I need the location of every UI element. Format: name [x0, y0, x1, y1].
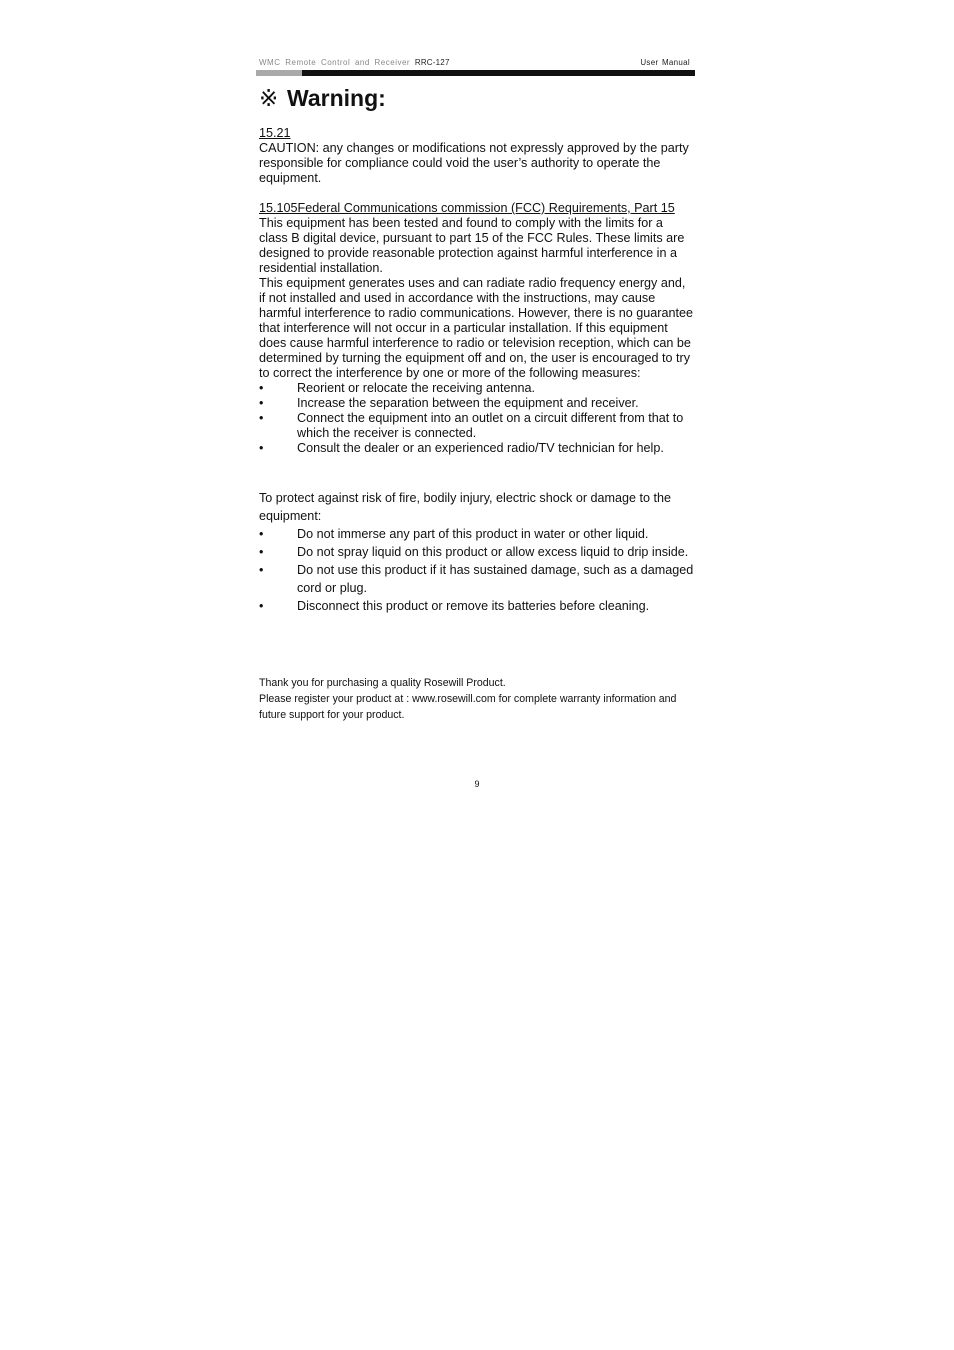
safety-intro: To protect against risk of fire, bodily injury, electric shock or damage to the equipment:: [259, 491, 672, 523]
list-item-text: Do not use this product if it has sustained damage, such as a damaged cord or plug.: [297, 563, 694, 595]
bullet-icon: •: [259, 381, 264, 395]
list-item-text: Do not immerse any part of this product in water or other liquid.: [297, 527, 649, 541]
header-rule-main: [302, 70, 695, 76]
list-item: [259, 543, 695, 561]
bullet-icon: •: [259, 527, 264, 541]
caution-paragraph: CAUTION: any changes or modifications not expressly approved by the party responsible for compliance could void the user’s authority to operate the equipment.: [259, 141, 689, 185]
list-item-text: Disconnect this product or remove its batteries before cleaning.: [297, 599, 650, 613]
safety-section: [259, 489, 695, 615]
bullet-icon: •: [259, 599, 264, 613]
bullet-icon: •: [259, 563, 264, 577]
list-item-text: Connect the equipment into an outlet on a circuit different from that to which the receiver is connected.: [297, 411, 684, 440]
bullet-icon: •: [259, 441, 264, 455]
fcc-paragraph-2: This equipment generates uses and can radiate radio frequency energy and, if not installed and used in accordance with the instructions, may cause harmful interference to radio communications. However, there is no guarantee that interference will not occur in a particular installation. If this equipment does cause harmful interference to radio or television reception, which can be determined by turning the equipment off and on, the user is encouraged to try to correct the interference by one or more of the following measures:: [259, 276, 694, 380]
list-item-text: Consult the dealer or an experienced radio/TV technician for help.: [297, 441, 664, 455]
list-item: [259, 441, 695, 456]
list-item-text: Do not spray liquid on this product or allow excess liquid to drip inside.: [297, 545, 689, 559]
header-product: [259, 58, 450, 67]
register-line: Please register your product at : www.rosewill.com for complete warranty information and future support for your product.: [259, 693, 677, 721]
header-rule: [256, 70, 695, 76]
reference-mark-icon: ※: [259, 85, 279, 111]
page-title: [259, 85, 386, 112]
list-item: [259, 525, 695, 543]
page-title-text: Warning:: [287, 85, 386, 111]
bullet-icon: •: [259, 396, 264, 410]
page-number: 9: [474, 779, 480, 789]
header-model: RRC-127: [414, 58, 450, 67]
list-item-text: Increase the separation between the equipment and receiver.: [297, 396, 639, 410]
list-item: [259, 411, 695, 441]
header-product-name: WMC Remote Control and Receiver: [259, 58, 411, 67]
header-rule-accent: [256, 70, 302, 76]
fcc-paragraph-1: This equipment has been tested and found to comply with the limits for a class B digital device, pursuant to part 15 of the FCC Rules. These limits are designed to provide reasonable protection against harmful interference in a residential installation.: [259, 216, 685, 275]
list-item: [259, 381, 695, 396]
section-heading-15-105: 15.105Federal Communications commission (FCC) Requirements, Part 15: [259, 201, 675, 215]
section-heading-15-21: 15.21: [259, 126, 291, 140]
list-item: [259, 561, 695, 597]
thank-you-line: Thank you for purchasing a quality Rosewill Product.: [259, 677, 506, 689]
header-doc-type: User Manual: [640, 58, 690, 67]
list-item: [259, 396, 695, 411]
bullet-icon: •: [259, 411, 264, 425]
fcc-section: [259, 126, 695, 456]
thank-you-note: [259, 675, 695, 723]
list-item-text: Reorient or relocate the receiving antenna.: [297, 381, 536, 395]
list-item: [259, 597, 695, 615]
page-header: [259, 56, 695, 68]
bullet-icon: •: [259, 545, 264, 559]
